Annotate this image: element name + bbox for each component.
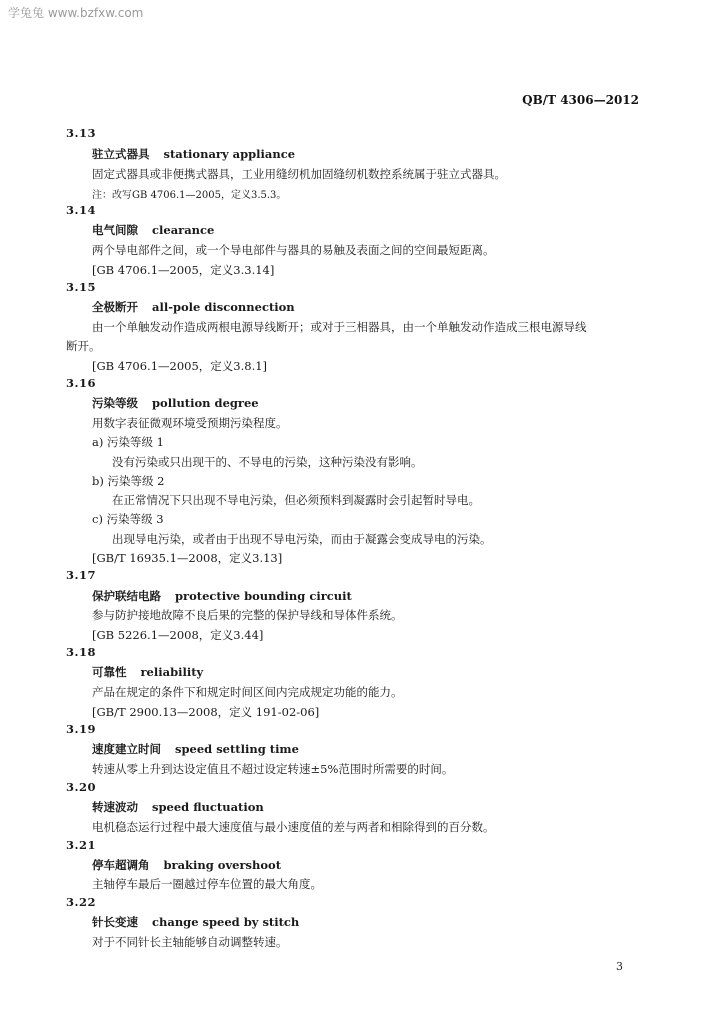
definition: 对于不同针长主轴能够自动调整转速。	[92, 935, 288, 949]
section-number: 3.13	[66, 126, 97, 140]
list-item-label: c) 污染等级 3	[92, 512, 164, 526]
term-cn: 停车超调角	[92, 858, 150, 872]
term-cn: 污染等级	[92, 396, 138, 410]
term-cn: 速度建立时间	[92, 742, 161, 756]
source-reference: [GB 4706.1—2005，定义3.3.14]	[92, 263, 275, 277]
term-en: speed fluctuation	[152, 800, 264, 814]
term-heading	[92, 741, 299, 757]
term-heading	[92, 146, 295, 162]
term-en: protective bounding circuit	[175, 589, 352, 603]
term-en: clearance	[152, 223, 215, 237]
source-reference: [GB/T 2900.13—2008，定义 191-02-06]	[92, 705, 320, 719]
list-item-label: a) 污染等级 1	[92, 435, 164, 449]
term-cn: 电气间隙	[92, 223, 138, 237]
term-heading	[92, 914, 299, 930]
section-number: 3.16	[66, 376, 97, 390]
section-number: 3.20	[66, 780, 97, 794]
list-item-text: 出现导电污染，或者由于出现不导电污染，而由于凝露会变成导电的污染。	[112, 532, 492, 546]
definition: 固定式器具或非便携式器具，工业用缝纫机加固缝纫机数控系统属于驻立式器具。	[92, 167, 506, 181]
term-cn: 针长变速	[92, 915, 138, 929]
term-heading	[92, 588, 352, 604]
term-cn: 驻立式器具	[92, 147, 150, 161]
source-reference: [GB 5226.1—2008，定义3.44]	[92, 628, 264, 642]
definition: 由一个单触发动作造成两根电源导线断开；或对于三相器具，由一个单触发动作造成三根电源导线	[92, 320, 587, 334]
definition: 电机稳态运行过程中最大速度值与最小速度值的差与两者和相除得到的百分数。	[92, 820, 495, 834]
term-heading	[92, 857, 281, 873]
term-cn: 转速波动	[92, 800, 138, 814]
section-number: 3.22	[66, 895, 97, 909]
definition: 主轴停车最后一圈越过停车位置的最大角度。	[92, 877, 322, 891]
source-reference: [GB/T 16935.1—2008，定义3.13]	[92, 551, 283, 565]
source-reference: [GB 4706.1—2005，定义3.8.1]	[92, 359, 268, 373]
term-heading	[92, 222, 214, 238]
definition: 转速从零上升到达设定值且不超过设定转速±5%范围时所需要的时间。	[92, 762, 454, 776]
note: 注：改写GB 4706.1—2005，定义3.5.3。	[92, 190, 287, 201]
standard-code: QB/T 4306—2012	[522, 93, 639, 107]
term-en: reliability	[140, 665, 204, 679]
definition: 参与防护接地故障不良后果的完整的保护导线和导体件系统。	[92, 608, 403, 622]
section-number: 3.21	[66, 838, 97, 852]
list-item-label: b) 污染等级 2	[92, 474, 165, 488]
section-number: 3.18	[66, 645, 97, 659]
term-heading	[92, 299, 295, 315]
term-en: change speed by stitch	[152, 915, 300, 929]
section-number: 3.17	[66, 568, 97, 582]
definition: 两个导电部件之间，或一个导电部件与器具的易触及表面之间的空间最短距离。	[92, 243, 495, 257]
term-cn: 可靠性	[92, 665, 127, 679]
term-en: speed settling time	[175, 742, 299, 756]
definition: 产品在规定的条件下和规定时间区间内完成规定功能的能力。	[92, 685, 403, 699]
section-number: 3.15	[66, 280, 97, 294]
term-heading	[92, 664, 203, 680]
term-heading	[92, 799, 264, 815]
term-en: stationary appliance	[163, 147, 296, 161]
page-number: 3	[616, 960, 623, 973]
term-en: all-pole disconnection	[152, 300, 295, 314]
term-cn: 保护联结电路	[92, 589, 161, 603]
definition: 用数字表征微观环境受预期污染程度。	[92, 416, 288, 430]
term-en: braking overshoot	[163, 858, 282, 872]
list-item-text: 没有污染或只出现干的、不导电的污染，这种污染没有影响。	[112, 455, 423, 469]
term-cn: 全极断开	[92, 300, 138, 314]
list-item-text: 在正常情况下只出现不导电污染，但必须预料到凝露时会引起暂时导电。	[112, 493, 480, 507]
term-heading	[92, 395, 259, 411]
term-en: pollution degree	[152, 396, 259, 410]
section-number: 3.19	[66, 722, 97, 736]
definition-continued: 断开。	[66, 339, 101, 353]
watermark: 学兔兔 www.bzfxw.com	[8, 6, 144, 20]
section-number: 3.14	[66, 203, 97, 217]
